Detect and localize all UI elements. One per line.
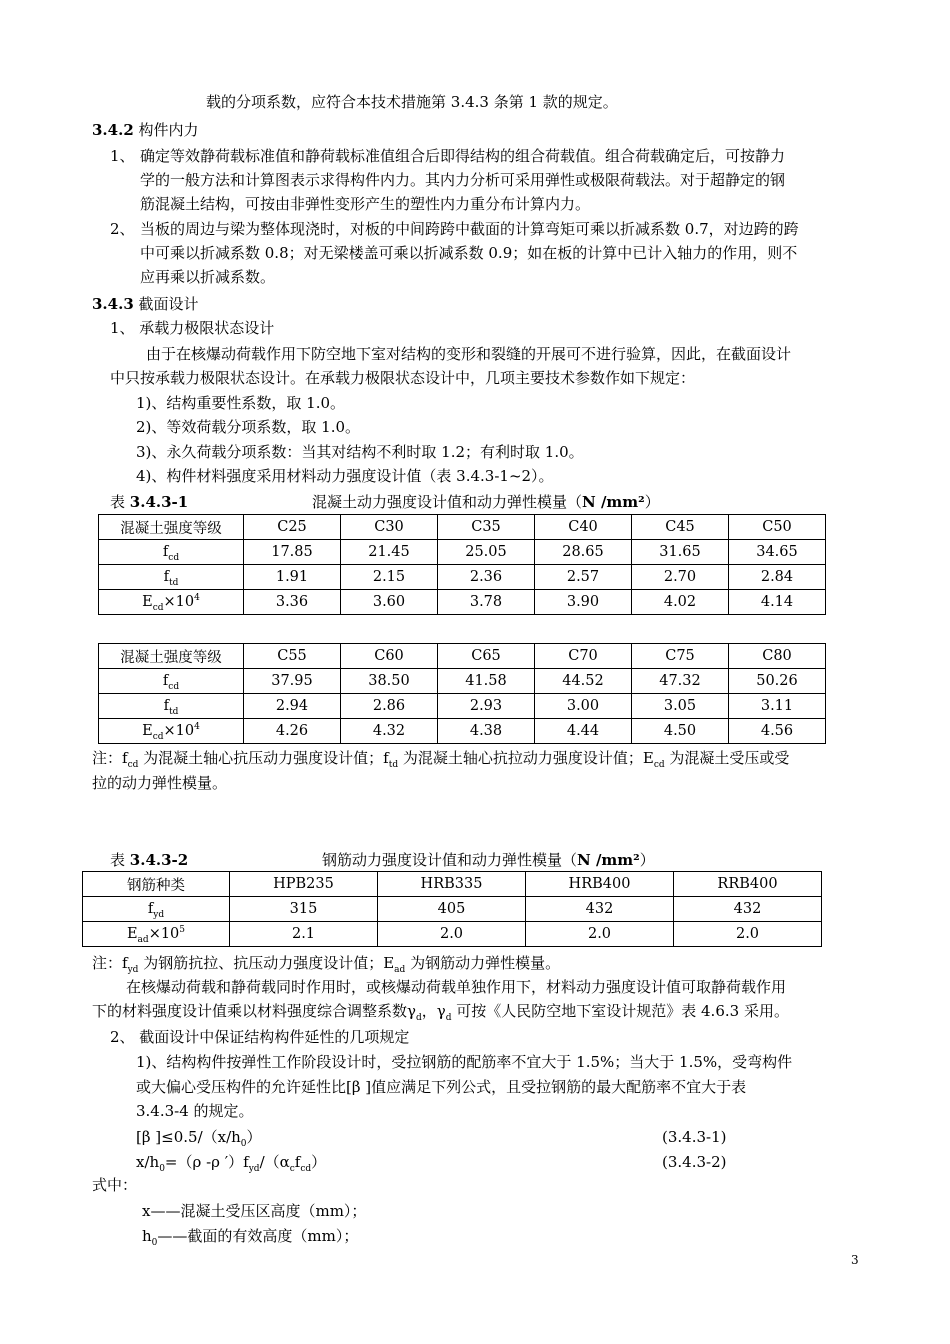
table-row	[83, 922, 822, 947]
table-header-cell: RRB400	[674, 872, 822, 897]
text-line: 中可乘以折减系数 0.8；对无梁楼盖可乘以折减系数 0.9；如在板的计算中已计入轴力的作用，则不	[140, 244, 798, 262]
equation-number: (3.4.3-2)	[662, 1153, 727, 1171]
text-line: 或大偏心受压构件的允许延性比[β ]值应满足下列公式，且受拉钢筋的最大配筋率不宜大于表	[136, 1078, 747, 1096]
table-cell: 3.00	[535, 694, 632, 719]
row-label: $f_{cd}$	[99, 669, 244, 694]
table-cell: 3.78	[438, 590, 535, 615]
table-row	[99, 694, 826, 719]
section-title: 构件内力	[138, 121, 199, 139]
table-row	[83, 897, 822, 922]
table-cell: 37.95	[244, 669, 341, 694]
table-header-cell: C35	[438, 515, 535, 540]
table-cell: 25.05	[438, 540, 535, 565]
table-cell: 432	[674, 897, 822, 922]
table-cell: 1.91	[244, 565, 341, 590]
where-label: 式中：	[92, 1176, 138, 1194]
table-cell: 4.38	[438, 719, 535, 744]
text-line: 当板的周边与梁为整体现浇时，对板的中间跨跨中截面的计算弯矩可乘以折减系数 0.7，对边跨的跨	[140, 220, 799, 238]
table-cell: 34.65	[729, 540, 826, 565]
table-header-cell: C70	[535, 644, 632, 669]
table-header-cell: C55	[244, 644, 341, 669]
subsection-heading: 1、 承载力极限状态设计	[110, 319, 275, 337]
list-item: 2)、等效荷载分项系数，取 1.0。	[136, 418, 361, 436]
section-title: 截面设计	[138, 295, 199, 313]
table-cell: 2.0	[378, 922, 526, 947]
list-marker: 2、	[110, 220, 135, 238]
table-note-line: 拉的动力弹性模量。	[92, 774, 228, 792]
table-cell: 405	[378, 897, 526, 922]
table-row	[99, 515, 826, 540]
table-cell: 4.56	[729, 719, 826, 744]
subsection-heading: 2、 截面设计中保证结构构件延性的几项规定	[110, 1028, 410, 1046]
table-cell: 4.50	[632, 719, 729, 744]
table-note: 注：$f_{cd}$ 为混凝土轴心抗压动力强度设计值；$f_{td}$ 为混凝土轴心抗拉动力强度设计值；$E_{cd}$ 为混凝土受压或受	[92, 749, 790, 770]
table-cell: 2.15	[341, 565, 438, 590]
table-cell: 432	[526, 897, 674, 922]
table-header-cell: C65	[438, 644, 535, 669]
row-label: $f_{cd}$	[99, 540, 244, 565]
concrete-strength-table-b	[98, 643, 826, 744]
page-number: 3	[851, 1253, 859, 1267]
table-cell: 4.02	[632, 590, 729, 615]
table-header-cell: C30	[341, 515, 438, 540]
table-header-cell: HRB400	[526, 872, 674, 897]
table-cell: 2.70	[632, 565, 729, 590]
table-cell: 47.32	[632, 669, 729, 694]
paragraph-continuation: 载的分项系数，应符合本技术措施第 3.4.3 条第 1 款的规定。	[206, 93, 618, 111]
text-line: 1)、结构构件按弹性工作阶段设计时，受拉钢筋的配筋率不宜大于 1.5%；当大于 1.5%，受弯构件	[136, 1053, 793, 1071]
table-cell: 31.65	[632, 540, 729, 565]
table-cell: 4.44	[535, 719, 632, 744]
table-cell: 28.65	[535, 540, 632, 565]
text-line: 确定等效静荷载标准值和静荷载标准值组合后即得结构的组合荷载值。组合荷载确定后，可按静力	[140, 147, 786, 165]
table-header-cell: 钢筋种类	[83, 872, 230, 897]
table-cell: 17.85	[244, 540, 341, 565]
row-label: $f_{td}$	[99, 694, 244, 719]
rebar-strength-table	[82, 871, 822, 947]
text-line: 下的材料强度设计值乘以材料强度综合调整系数$\gamma_d$，$\gamma_d$ 可按《人民防空地下室设计规范》表 4.6.3 采用。	[92, 1002, 789, 1023]
table-header-cell: C75	[632, 644, 729, 669]
table-cell: 2.36	[438, 565, 535, 590]
formula-3-4-3-2: $x/h_0=(\rho$ -ρ $')f_{yd}/(\alpha_cf_{cd})$	[136, 1153, 327, 1174]
table-row	[99, 669, 826, 694]
table-cell: 4.14	[729, 590, 826, 615]
table-cell: 2.57	[535, 565, 632, 590]
table-cell: 3.90	[535, 590, 632, 615]
table-caption: 钢筋动力强度设计值和动力弹性模量（N /mm²）	[322, 851, 655, 869]
definition-item: x——混凝土受压区高度（mm）；	[142, 1202, 367, 1220]
table-cell: 44.52	[535, 669, 632, 694]
table-row	[99, 590, 826, 615]
table-header-cell: C25	[244, 515, 341, 540]
table-header-cell: C60	[341, 644, 438, 669]
table-row	[99, 565, 826, 590]
table-cell: 2.0	[526, 922, 674, 947]
list-item: 3)、永久荷载分项系数：当其对结构不利时取 1.2；有利时取 1.0。	[136, 443, 584, 461]
text-line: 筋混凝土结构，可按由非弹性变形产生的塑性内力重分布计算内力。	[140, 195, 591, 213]
table-cell: 3.05	[632, 694, 729, 719]
list-marker: 1、	[110, 147, 135, 165]
table-caption: 混凝土动力强度设计值和动力弹性模量（N /mm²）	[312, 493, 660, 511]
text-line: 3.4.3-4 的规定。	[136, 1102, 254, 1120]
table-cell: 4.32	[341, 719, 438, 744]
text-line: 应再乘以折减系数。	[140, 268, 276, 286]
table-cell: 41.58	[438, 669, 535, 694]
table-cell: 2.94	[244, 694, 341, 719]
text-line: 学的一般方法和计算图表示求得构件内力。其内力分析可采用弹性或极限荷载法。对于超静定的钢	[140, 171, 786, 189]
definition-item: $h_0——$截面的有效高度（mm）；	[142, 1227, 359, 1248]
text-line: 中只按承载力极限状态设计。在承载力极限状态设计中，几项主要技术参数作如下规定：	[110, 369, 696, 387]
text-line: 在核爆动荷载和静荷载同时作用时，或核爆动荷载单独作用下，材料动力强度设计值可取静荷载作用	[126, 978, 787, 996]
table-cell: 2.93	[438, 694, 535, 719]
section-number: 3.4.3	[92, 295, 134, 313]
concrete-strength-table-a	[98, 514, 826, 615]
section-number: 3.4.2	[92, 121, 134, 139]
table-header-cell: HPB235	[230, 872, 378, 897]
table-cell: 21.45	[341, 540, 438, 565]
table-header-cell: C80	[729, 644, 826, 669]
list-item: 4)、构件材料强度采用材料动力强度设计值（表 3.4.3-1~2）。	[136, 467, 554, 485]
list-item: 1)、结构重要性系数，取 1.0。	[136, 394, 346, 412]
equation-number: (3.4.3-1)	[662, 1128, 727, 1146]
section-heading-3-4-3	[92, 294, 199, 314]
table-cell: 38.50	[341, 669, 438, 694]
row-label: $E_{ad}\times 10^5$	[83, 922, 230, 947]
table-cell: 4.26	[244, 719, 341, 744]
row-label: $E_{cd}\times 10^4$	[99, 590, 244, 615]
table-cell: 315	[230, 897, 378, 922]
table-header-cell: 混凝土强度等级	[99, 644, 244, 669]
table-header-cell: C40	[535, 515, 632, 540]
table-cell: 3.36	[244, 590, 341, 615]
table-cell: 2.1	[230, 922, 378, 947]
table-label: 表 3.4.3-2	[110, 851, 189, 869]
table-label: 表 3.4.3-1	[110, 493, 189, 511]
section-heading-3-4-2	[92, 120, 199, 140]
table-row	[99, 644, 826, 669]
table-row	[99, 719, 826, 744]
table-row	[99, 540, 826, 565]
table-cell: 3.60	[341, 590, 438, 615]
table-header-cell: C45	[632, 515, 729, 540]
row-label: $f_{td}$	[99, 565, 244, 590]
table-cell: 3.11	[729, 694, 826, 719]
table-header-cell: 混凝土强度等级	[99, 515, 244, 540]
row-label: $f_{yd}$	[83, 897, 230, 922]
table-row	[83, 872, 822, 897]
table-header-cell: HRB335	[378, 872, 526, 897]
row-label: $E_{cd}\times 10^4$	[99, 719, 244, 744]
text-line: 由于在核爆动荷载作用下防空地下室对结构的变形和裂缝的开展可不进行验算，因此，在截面设计	[146, 345, 792, 363]
table-cell: 50.26	[729, 669, 826, 694]
formula-3-4-3-1: [β ]$\le 0.5/(x/h_0)$	[136, 1128, 262, 1149]
table-cell: 2.0	[674, 922, 822, 947]
table-cell: 2.86	[341, 694, 438, 719]
table-cell: 2.84	[729, 565, 826, 590]
table-header-cell: C50	[729, 515, 826, 540]
table-note: 注：$f_{yd}$ 为钢筋抗拉、抗压动力强度设计值；$E_{ad}$ 为钢筋动力弹性模量。	[92, 954, 561, 975]
